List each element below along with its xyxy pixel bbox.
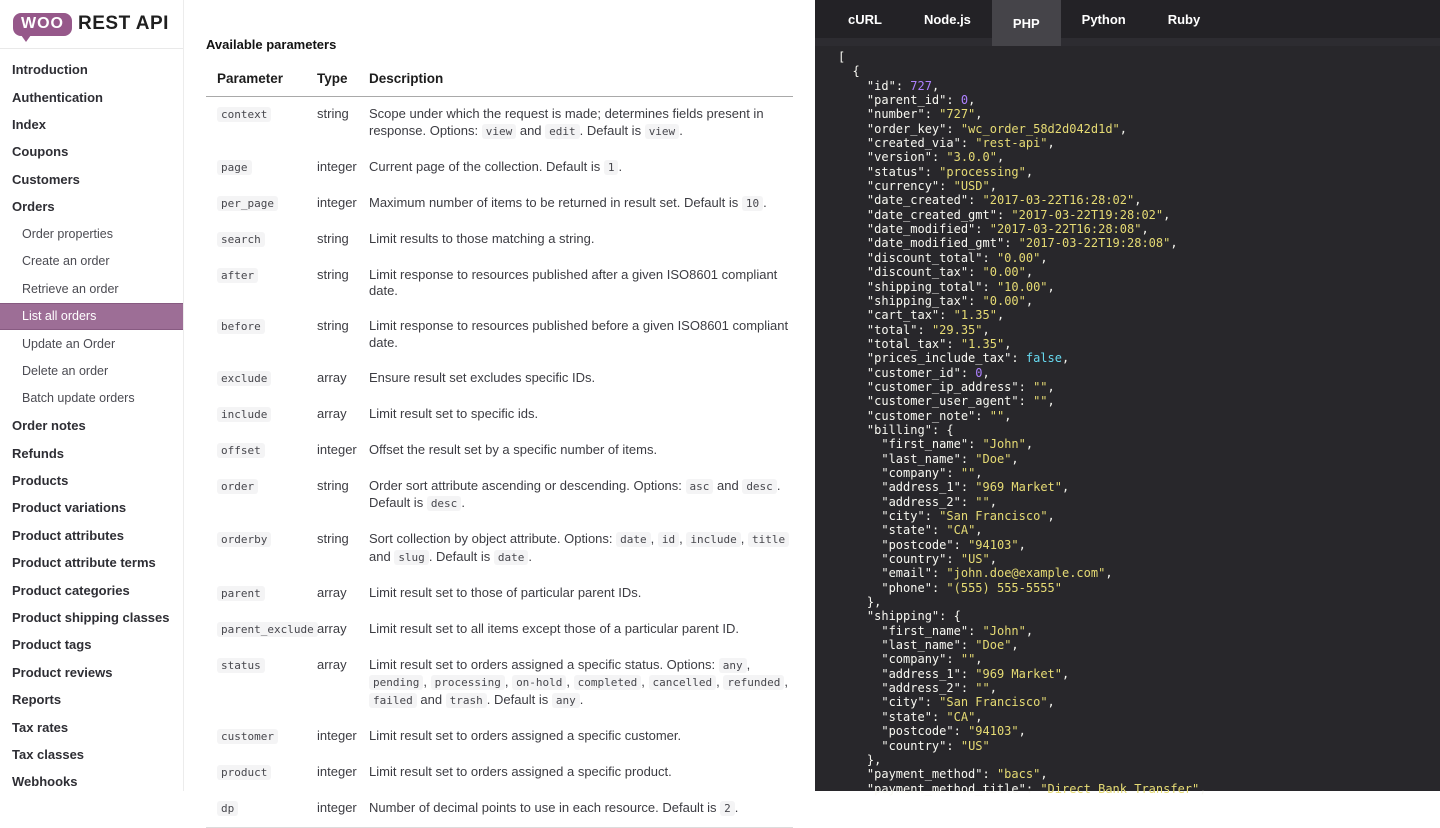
code-line: "country": "US" <box>881 738 990 753</box>
param-name-pill: dp <box>217 801 238 816</box>
inline-code: 10 <box>742 196 763 211</box>
code-line: "version": "3.0.0", <box>866 150 1005 165</box>
param-row-product <box>206 755 793 791</box>
inline-code: view <box>645 124 680 139</box>
sidebar-item-webhooks[interactable]: Webhooks <box>12 774 78 790</box>
inline-code: failed <box>369 693 417 708</box>
tabbar-underline <box>815 38 1440 46</box>
inline-code: desc <box>742 479 777 494</box>
inline-code: slug <box>394 550 429 565</box>
sidebar-item-delete-an-order[interactable]: Delete an order <box>22 363 109 378</box>
code-line: "postcode": "94103", <box>881 537 1026 552</box>
param-description-cell: Current page of the collection. Default is 1 . <box>369 158 623 174</box>
param-name-cell <box>206 576 317 612</box>
column-header-parameter: Parameter <box>206 65 317 97</box>
param-row-offset <box>206 433 793 469</box>
param-type-cell: array <box>317 656 347 672</box>
code-sample <box>815 46 1440 796</box>
inline-code: processing <box>431 675 505 690</box>
inline-code: date <box>616 532 651 547</box>
param-row-status <box>206 648 793 719</box>
param-row-per-page <box>206 186 793 222</box>
sidebar-item-index[interactable]: Index <box>12 116 46 132</box>
param-type-cell: string <box>317 106 349 121</box>
code-line: "company": "", <box>881 465 983 480</box>
section-title: Available parameters <box>206 37 337 52</box>
code-line: [ <box>838 50 846 64</box>
param-description-cell: Limit result set to specific ids. <box>369 405 539 421</box>
code-panel <box>815 0 1440 796</box>
code-line: "date_created_gmt": "2017-03-22T19:28:02", <box>866 207 1171 222</box>
param-type-cell: array <box>317 584 347 600</box>
sidebar-item-retrieve-an-order[interactable]: Retrieve an order <box>22 281 119 296</box>
code-line: "currency": "USD", <box>866 179 997 194</box>
param-row-order <box>206 469 793 523</box>
param-row-page <box>206 150 793 186</box>
code-line: "created_via": "rest-api", <box>866 136 1055 151</box>
sidebar-item-create-an-order[interactable]: Create an order <box>22 254 110 269</box>
main-content <box>184 0 815 815</box>
code-line: "shipping_total": "10.00", <box>866 279 1055 294</box>
param-name-cell <box>206 612 317 648</box>
inline-code: pending <box>369 675 423 690</box>
param-name-pill: product <box>217 765 271 780</box>
code-line: "state": "CA", <box>881 709 983 724</box>
code-line: "payment_method_title": "Direct Bank Transfer", <box>866 781 1207 796</box>
column-header-type: Type <box>317 65 369 97</box>
param-type-cell: integer <box>317 763 357 779</box>
param-description-cell: Sort collection by object attribute. Options: date , id , include , title and slug . Default is date . <box>369 522 793 576</box>
param-type-cell: integer <box>317 194 357 210</box>
inline-code: any <box>552 693 580 708</box>
param-row-context <box>206 97 793 150</box>
inline-code: any <box>719 658 747 673</box>
param-description-cell: Limit response to resources published after a given ISO8601 compliant date. <box>369 266 778 298</box>
param-name-pill: order <box>217 479 258 494</box>
param-type-cell: string <box>317 266 349 282</box>
code-line: "id": 727, <box>866 78 940 93</box>
sidebar-item-product-reviews[interactable]: Product reviews <box>12 664 113 680</box>
code-line: "payment_method": "bacs", <box>866 767 1048 782</box>
param-name-cell <box>206 258 317 310</box>
param-type-cell: string <box>317 230 349 246</box>
sidebar-item-order-properties[interactable]: Order properties <box>22 227 114 242</box>
inline-code: refunded <box>723 675 784 690</box>
param-type-cell: string <box>317 531 349 546</box>
param-row-dp <box>206 791 793 828</box>
code-line: "company": "", <box>881 652 983 667</box>
language-tabs <box>815 0 1440 38</box>
code-line: "first_name": "John", <box>881 437 1034 452</box>
param-name-pill: status <box>217 658 265 673</box>
param-description-cell: Limit result set to all items except those of a particular parent ID. <box>369 620 739 636</box>
parameters-table-body <box>206 97 793 828</box>
code-line: "address_2": "", <box>881 494 997 509</box>
param-description-cell: Limit response to resources published before a given ISO8601 compliant date. <box>369 318 789 350</box>
sidebar <box>0 0 184 791</box>
param-type-cell: array <box>317 405 347 421</box>
code-line: "customer_user_agent": "", <box>866 394 1055 409</box>
inline-code: completed <box>574 675 642 690</box>
code-line: "shipping": { <box>866 609 961 624</box>
sidebar-item-product-categories[interactable]: Product categories <box>12 582 130 598</box>
inline-code: 2 <box>720 801 735 816</box>
code-line: "country": "US", <box>881 552 997 567</box>
param-name-cell <box>206 309 317 361</box>
sidebar-item-product-variations[interactable]: Product variations <box>12 500 127 516</box>
param-name-cell <box>206 648 317 719</box>
code-line: "discount_total": "0.00", <box>866 250 1048 265</box>
inline-code: edit <box>545 124 580 139</box>
inline-code: id <box>658 532 679 547</box>
param-description-cell: Limit result set to those of particular parent IDs. <box>369 584 642 600</box>
code-line: { <box>838 64 860 79</box>
param-name-cell <box>206 186 317 222</box>
sidebar-item-customers[interactable]: Customers <box>12 171 80 187</box>
code-line: "postcode": "94103", <box>881 724 1026 739</box>
code-line: "address_2": "", <box>881 681 997 696</box>
param-name-pill: offset <box>217 443 265 458</box>
param-row-customer <box>206 719 793 755</box>
param-name-pill: before <box>217 319 265 334</box>
inline-code: desc <box>427 496 462 511</box>
param-row-exclude <box>206 361 793 397</box>
parameters-table <box>206 65 793 828</box>
param-description-cell: Offset the result set by a specific number of items. <box>369 441 658 457</box>
param-name-pill: parent <box>217 586 265 601</box>
code-line: "order_key": "wc_order_58d2d042d1d", <box>866 121 1128 136</box>
param-name-pill: page <box>217 160 252 175</box>
param-description-cell: Scope under which the request is made; determines fields present in response. Options: view and edit . Default is view . <box>369 106 764 138</box>
woo-logo-badge: WOO <box>13 13 72 36</box>
param-type-cell: integer <box>317 441 357 457</box>
sidebar-item-introduction[interactable]: Introduction <box>12 62 88 78</box>
code-line: "first_name": "John", <box>881 623 1034 638</box>
code-line: "billing": { <box>866 422 954 437</box>
param-description-cell: Number of decimal points to use in each resource. Default is 2 . <box>369 791 793 828</box>
code-line: "date_created": "2017-03-22T16:28:02", <box>866 193 1142 208</box>
inline-code: title <box>748 532 789 547</box>
tab-curl[interactable]: cURL <box>848 11 882 27</box>
param-name-cell <box>206 150 317 186</box>
param-name-pill: exclude <box>217 371 271 386</box>
sidebar-item-coupons[interactable]: Coupons <box>12 144 69 160</box>
code-line: "status": "processing", <box>866 164 1034 179</box>
param-name-pill: customer <box>217 729 278 744</box>
code-line: "date_modified": "2017-03-22T16:28:08", <box>866 222 1149 237</box>
param-name-cell <box>206 755 317 791</box>
param-row-parent <box>206 576 793 612</box>
param-name-cell <box>206 522 317 576</box>
code-line: "cart_tax": "1.35", <box>866 308 1005 323</box>
param-name-cell <box>206 361 317 397</box>
code-line: "address_1": "969 Market", <box>881 666 1070 681</box>
inline-code: cancelled <box>649 675 717 690</box>
sidebar-item-reports[interactable]: Reports <box>12 692 62 708</box>
code-line: "last_name": "Doe", <box>881 451 1019 466</box>
sidebar-item-product-attribute-terms[interactable]: Product attribute terms <box>12 555 156 571</box>
code-line: "customer_ip_address": "", <box>866 379 1055 394</box>
sidebar-item-orders[interactable]: Orders <box>12 199 55 215</box>
inline-code: asc <box>686 479 714 494</box>
param-name-pill: per_page <box>217 196 278 211</box>
sidebar-item-product-tags[interactable]: Product tags <box>12 637 92 653</box>
tab-node-js[interactable]: Node.js <box>923 11 971 27</box>
code-line: "date_modified_gmt": "2017-03-22T19:28:08", <box>866 236 1178 251</box>
code-line: "phone": "(555) 555-5555" <box>881 580 1062 595</box>
logo[interactable] <box>0 0 183 49</box>
param-type-cell: string <box>317 477 349 493</box>
inline-code: trash <box>446 693 487 708</box>
param-name-cell <box>206 719 317 755</box>
code-line: "prices_include_tax": false, <box>866 351 1070 366</box>
param-row-before <box>206 309 793 361</box>
param-name-cell <box>206 433 317 469</box>
inline-code: 1 <box>604 160 619 175</box>
param-row-search <box>206 222 793 258</box>
param-type-cell: array <box>317 620 347 636</box>
param-description-cell: Limit result set to orders assigned a specific product. <box>369 763 672 779</box>
code-line: "parent_id": 0, <box>866 93 976 108</box>
sidebar-item-product-attributes[interactable]: Product attributes <box>12 527 124 543</box>
code-line: }, <box>838 752 882 767</box>
code-line: "total_tax": "1.35", <box>866 336 1012 351</box>
code-line: "customer_id": 0, <box>866 365 990 380</box>
sidebar-item-list-all-orders[interactable]: List all orders <box>0 303 183 330</box>
param-description-cell: Ensure result set excludes specific IDs. <box>369 369 596 385</box>
param-type-cell: integer <box>317 727 357 743</box>
code-line: "last_name": "Doe", <box>881 638 1019 653</box>
code-line: }, <box>838 595 882 610</box>
param-type-cell: integer <box>317 791 369 828</box>
sidebar-item-product-shipping-classes[interactable]: Product shipping classes <box>12 610 170 625</box>
code-line: "city": "San Francisco", <box>881 695 1055 710</box>
param-type-cell: string <box>317 318 349 333</box>
inline-code: include <box>686 532 740 547</box>
param-name-pill: search <box>217 232 265 247</box>
code-line: "number": "727", <box>866 107 983 122</box>
code-line: "customer_note": "", <box>866 408 1012 423</box>
param-row-parent-exclude <box>206 612 793 648</box>
code-line: "discount_tax": "0.00", <box>866 265 1034 280</box>
code-line: "email": "john.doe@example.com", <box>881 566 1113 581</box>
inline-code: view <box>482 124 517 139</box>
param-description-cell: Maximum number of items to be returned in result set. Default is 10 . <box>369 194 767 210</box>
param-name-cell <box>206 222 317 258</box>
brand-title: REST API <box>78 13 169 34</box>
param-description-cell: Limit results to those matching a string. <box>369 230 595 246</box>
param-row-orderby <box>206 522 793 576</box>
tab-python[interactable]: Python <box>1081 11 1126 27</box>
param-description-cell: Limit result set to orders assigned a specific status. Options: any , pending , processing , on-hold , completed , cancelled , refunded , failed and trash . Default is any . <box>369 656 788 707</box>
tab-php[interactable]: PHP <box>992 0 1061 46</box>
tab-ruby[interactable]: Ruby <box>1167 11 1201 27</box>
sidebar-nav <box>0 49 183 796</box>
param-type-cell: array <box>317 369 347 385</box>
param-name-cell <box>206 791 317 828</box>
param-type-cell: integer <box>317 158 357 174</box>
inline-code: on-hold <box>512 675 566 690</box>
param-name-pill: orderby <box>217 532 271 547</box>
param-description-cell: Order sort attribute ascending or descending. Options: asc and desc . Default is desc . <box>369 477 781 510</box>
sidebar-item-tax-classes[interactable]: Tax classes <box>12 746 85 762</box>
sidebar-item-order-notes[interactable]: Order notes <box>12 418 86 434</box>
sidebar-item-update-an-order[interactable]: Update an Order <box>22 336 116 351</box>
param-name-pill: parent_exclude <box>217 622 318 637</box>
sidebar-item-batch-update-orders[interactable]: Batch update orders <box>22 391 135 406</box>
sidebar-item-authentication[interactable]: Authentication <box>12 89 103 105</box>
code-line: "total": "29.35", <box>866 322 990 337</box>
sidebar-item-refunds[interactable]: Refunds <box>12 445 64 461</box>
param-name-cell <box>206 97 317 150</box>
code-line: "city": "San Francisco", <box>881 509 1055 523</box>
sidebar-item-products[interactable]: Products <box>12 473 69 489</box>
param-row-after <box>206 258 793 310</box>
sidebar-item-tax-rates[interactable]: Tax rates <box>12 719 69 735</box>
param-name-cell <box>206 397 317 433</box>
param-description-cell: Limit result set to orders assigned a specific customer. <box>369 727 682 743</box>
param-name-pill: after <box>217 268 258 283</box>
table-header-row <box>206 65 793 97</box>
param-name-cell <box>206 469 317 523</box>
inline-code: date <box>494 550 529 565</box>
column-header-description: Description <box>369 65 793 97</box>
code-line: "address_1": "969 Market", <box>881 480 1070 495</box>
code-line: "shipping_tax": "0.00", <box>866 293 1034 308</box>
param-name-pill: context <box>217 107 271 122</box>
code-line: "state": "CA", <box>881 523 983 538</box>
param-row-include <box>206 397 793 433</box>
param-name-pill: include <box>217 407 271 422</box>
